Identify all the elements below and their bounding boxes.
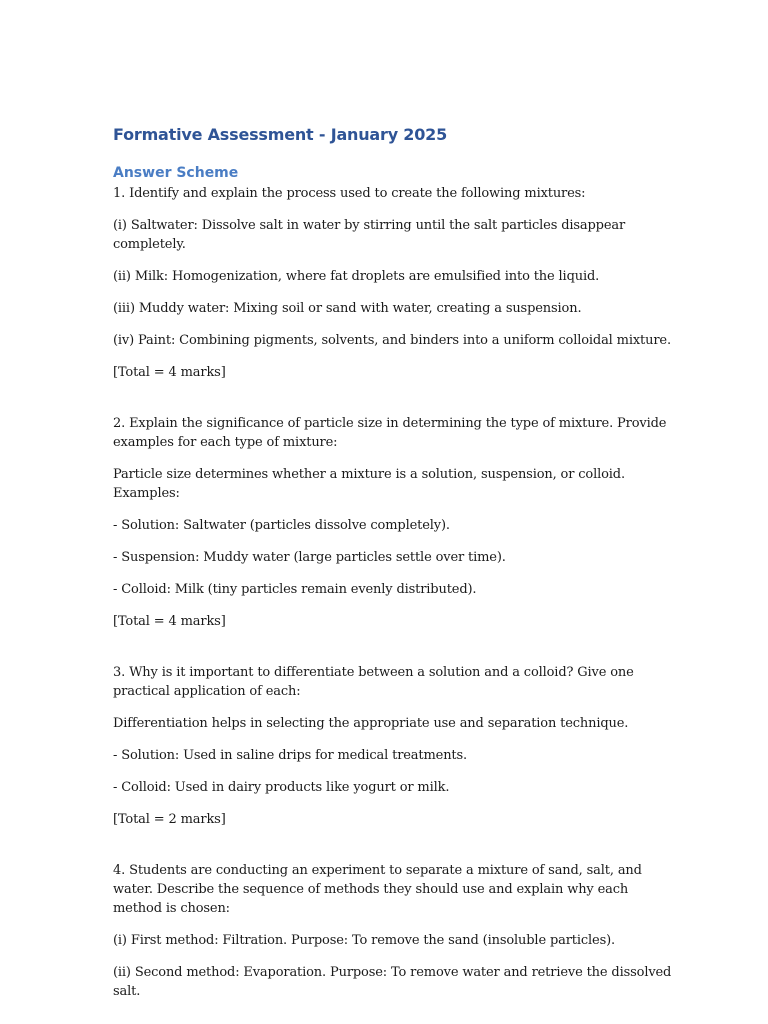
marks-total: [Total = 4 marks] bbox=[113, 365, 226, 380]
answer-line: Particle size determines whether a mixture is a solution, suspension, or colloid. Examples: bbox=[113, 467, 625, 501]
answer-line: (i) Saltwater: Dissolve salt in water by stirring until the salt particles disappear completely. bbox=[113, 218, 626, 252]
answer-line: (iii) Muddy water: Mixing soil or sand with water, creating a suspension. bbox=[113, 301, 582, 316]
question-1 bbox=[113, 184, 673, 382]
marks-total: [Total = 2 marks] bbox=[113, 812, 226, 827]
document-content bbox=[113, 124, 673, 1014]
answer-line: - Suspension: Muddy water (large particles settle over time). bbox=[113, 550, 506, 565]
question-3 bbox=[113, 663, 673, 829]
answer-line: (iv) Paint: Combining pigments, solvents, and binders into a uniform colloidal mixture. bbox=[113, 333, 671, 348]
document-title: Formative Assessment - January 2025 bbox=[113, 125, 448, 144]
marks-total: [Total = 4 marks] bbox=[113, 614, 226, 629]
question-2 bbox=[113, 414, 673, 631]
question-prompt: 3. Why is it important to differentiate between a solution and a colloid? Give one practical application of each: bbox=[113, 665, 634, 699]
answer-line: - Solution: Used in saline drips for medical treatments. bbox=[113, 748, 468, 763]
question-prompt: 2. Explain the significance of particle size in determining the type of mixture. Provide examples for each type of mixture: bbox=[113, 416, 667, 450]
answer-line: - Colloid: Milk (tiny particles remain evenly distributed). bbox=[113, 582, 477, 597]
question-prompt: 4. Students are conducting an experiment to separate a mixture of sand, salt, and water. Describe the sequence of methods they should use and explain why each method is chosen: bbox=[113, 863, 642, 916]
document-subtitle: Answer Scheme bbox=[113, 165, 239, 181]
answer-line: (i) First method: Filtration. Purpose: To remove the sand (insoluble particles). bbox=[113, 933, 615, 948]
answer-line: - Solution: Saltwater (particles dissolve completely). bbox=[113, 518, 450, 533]
answer-line: (ii) Second method: Evaporation. Purpose: To remove water and retrieve the dissolved salt. bbox=[113, 965, 672, 999]
answer-line: (ii) Milk: Homogenization, where fat droplets are emulsified into the liquid. bbox=[113, 269, 600, 284]
question-prompt: 1. Identify and explain the process used to create the following mixtures: bbox=[113, 186, 586, 201]
question-4 bbox=[113, 861, 673, 1001]
answer-line: Differentiation helps in selecting the appropriate use and separation technique. bbox=[113, 716, 629, 731]
answer-line: - Colloid: Used in dairy products like yogurt or milk. bbox=[113, 780, 450, 795]
